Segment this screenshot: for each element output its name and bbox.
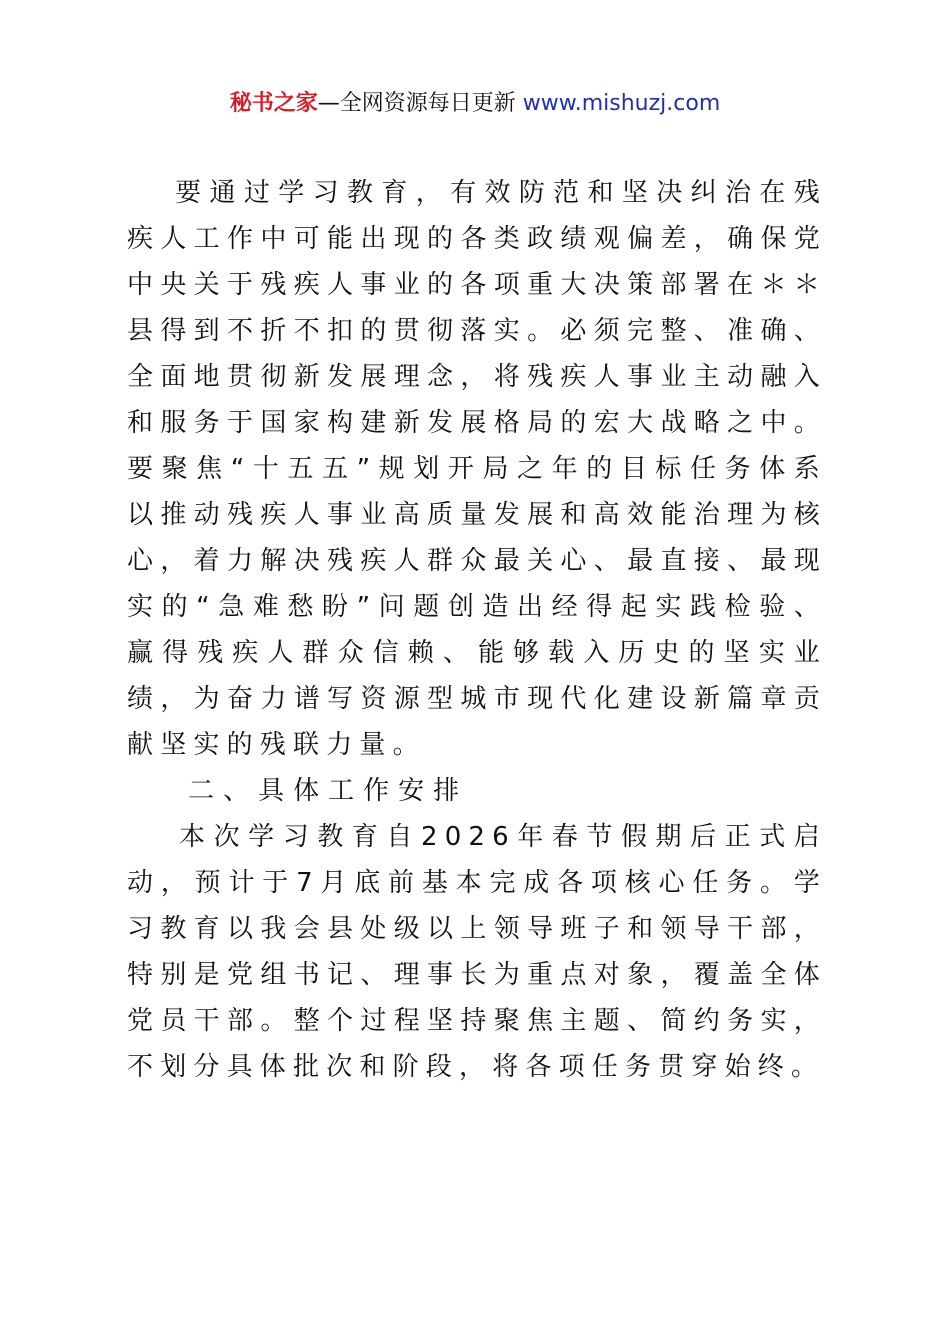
page-header [0, 88, 950, 120]
website-link[interactable]: www.mishuzj.com [522, 91, 721, 116]
section-heading: 二、具体工作安排 [188, 776, 469, 806]
header-slogan: —全网资源每日更新 [317, 91, 523, 116]
brand-name: 秘书之家 [229, 91, 318, 116]
body-paragraph-2: 本次学习教育自2026年春节假期后正式启动，预计于7月底前基本完成各项核心任务。学习教育以我会县处级以上领导班子和领导干部，特别是党组书记、理事长为重点对象，覆盖全体党员干部。整个过程坚持聚焦主题、简约务实，不划分具体批次和阶段，将各项任务贯穿始终。 [127, 822, 827, 1082]
body-paragraph-1: 要通过学习教育，有效防范和坚决纠治在残疾人工作中可能出现的各类政绩观偏差，确保党中央关于残疾人事业的各项重大决策部署在＊＊县得到不折不扣的贯彻落实。必须完整、准确、全面地贯彻新发展理念，将残疾人事业主动融入和服务于国家构建新发展格局的宏大战略之中。要聚焦“十五五”规划开局之年的目标任务体系以推动残疾人事业高质量发展和高效能治理为核心，着力解决残疾人群众最关心、最直接、最现实的“急难愁盼”问题创造出经得起实践检验、赢得残疾人群众信赖、能够载入历史的坚实业绩，为奋力谱写资源型城市现代化建设新篇章贡献坚实的残联力量。 [127, 178, 827, 760]
document-body [127, 170, 827, 1090]
